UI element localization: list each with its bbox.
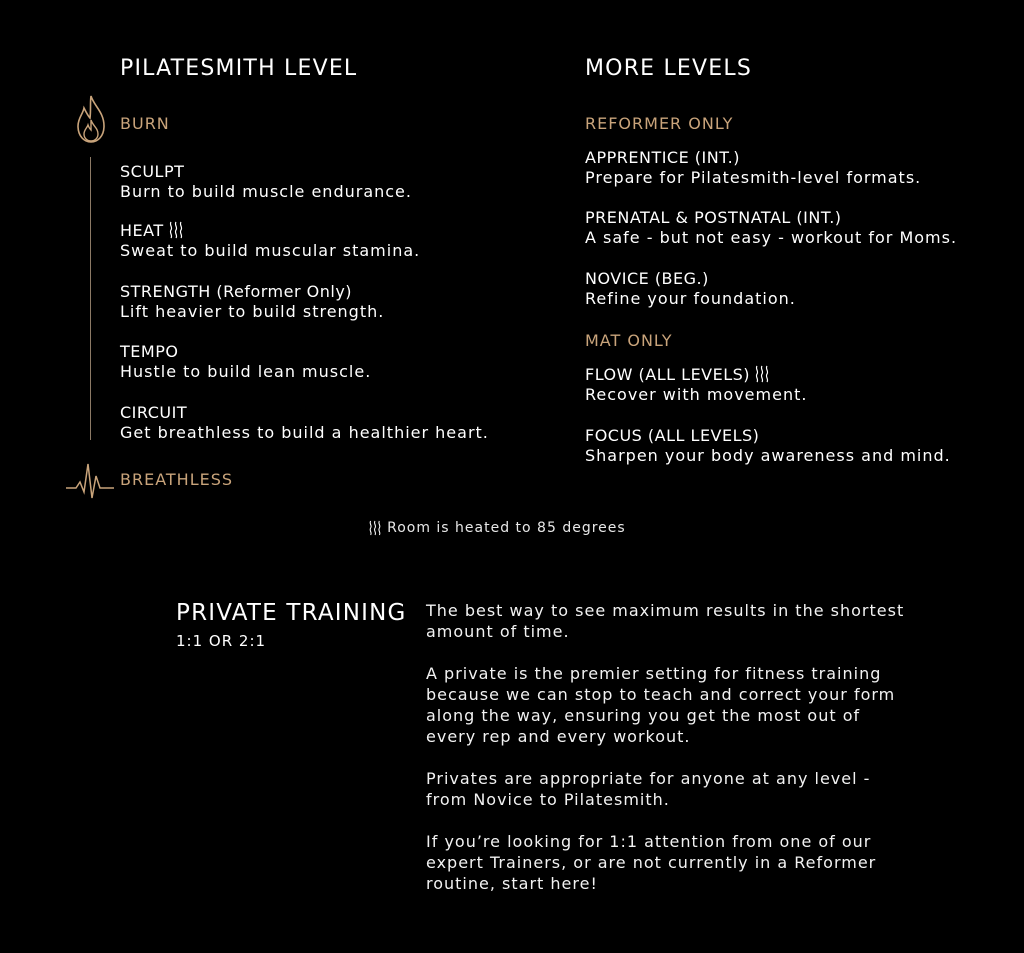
paragraph: If you’re looking for 1:1 attention from one of our expert Trainers, or are not currently in a Reformer routine, start here! — [426, 832, 877, 893]
flame-icon — [74, 94, 108, 144]
burn-label: BURN — [120, 114, 170, 133]
level-desc: Prepare for Pilatesmith-level formats. — [585, 168, 922, 187]
heated-room-text: Room is heated to 85 degrees — [387, 520, 626, 536]
level-item-apprentice — [585, 148, 921, 188]
level-desc: Burn to build muscle endurance. — [120, 182, 412, 201]
level-item-focus — [585, 426, 951, 466]
heated-room-note — [368, 517, 626, 537]
level-title: FLOW (ALL LEVELS) — [585, 365, 751, 384]
level-title: FOCUS (ALL LEVELS) — [585, 426, 760, 445]
level-desc: Sharpen your body awareness and mind. — [585, 446, 951, 465]
level-desc: Hustle to build lean muscle. — [120, 362, 372, 381]
level-title: TEMPO — [120, 342, 179, 361]
level-item-strength — [120, 282, 384, 322]
level-title: SCULPT — [120, 162, 185, 181]
heat-waves-icon — [368, 519, 382, 537]
level-desc: A safe - but not easy - workout for Moms. — [585, 228, 958, 247]
private-training-subtitle: 1:1 OR 2:1 — [176, 632, 267, 650]
breathless-label: BREATHLESS — [120, 470, 234, 489]
level-title: PRENATAL & POSTNATAL (INT.) — [585, 208, 842, 227]
private-training-title: PRIVATE TRAINING — [176, 600, 407, 626]
level-desc: Lift heavier to build strength. — [120, 302, 385, 321]
level-item-flow — [585, 365, 807, 405]
heat-waves-icon — [754, 365, 770, 383]
level-item-heat — [120, 221, 420, 261]
heartbeat-icon — [66, 456, 114, 500]
level-item-prenatal — [585, 208, 957, 248]
more-levels-heading: MORE LEVELS — [585, 56, 753, 81]
reformer-only-label: REFORMER ONLY — [585, 114, 734, 133]
paragraph: A private is the premier setting for fitness training because we can stop to teach and correct your form along the way, ensuring you get the most out of every rep and every workout. — [426, 664, 896, 746]
level-item-novice — [585, 269, 796, 309]
private-training-description — [426, 600, 906, 915]
paragraph: The best way to see maximum results in the shortest amount of time. — [426, 601, 905, 641]
pilatesmith-level-heading: PILATESMITH LEVEL — [120, 56, 358, 81]
level-title: APPRENTICE (INT.) — [585, 148, 740, 167]
level-title: HEAT — [120, 221, 164, 240]
level-item-sculpt — [120, 162, 412, 202]
level-desc: Recover with movement. — [585, 385, 808, 404]
level-item-circuit — [120, 403, 489, 443]
intensity-scale-line — [90, 157, 91, 440]
level-item-tempo — [120, 342, 371, 382]
mat-only-label: MAT ONLY — [585, 331, 673, 350]
level-desc: Refine your foundation. — [585, 289, 796, 308]
level-desc: Sweat to build muscular stamina. — [120, 241, 421, 260]
level-title: STRENGTH (Reformer Only) — [120, 282, 353, 301]
level-title: NOVICE (BEG.) — [585, 269, 709, 288]
paragraph: Privates are appropriate for anyone at any level - from Novice to Pilatesmith. — [426, 769, 871, 809]
level-title: CIRCUIT — [120, 403, 188, 422]
heat-waves-icon — [168, 221, 184, 239]
level-desc: Get breathless to build a healthier heart. — [120, 423, 489, 442]
